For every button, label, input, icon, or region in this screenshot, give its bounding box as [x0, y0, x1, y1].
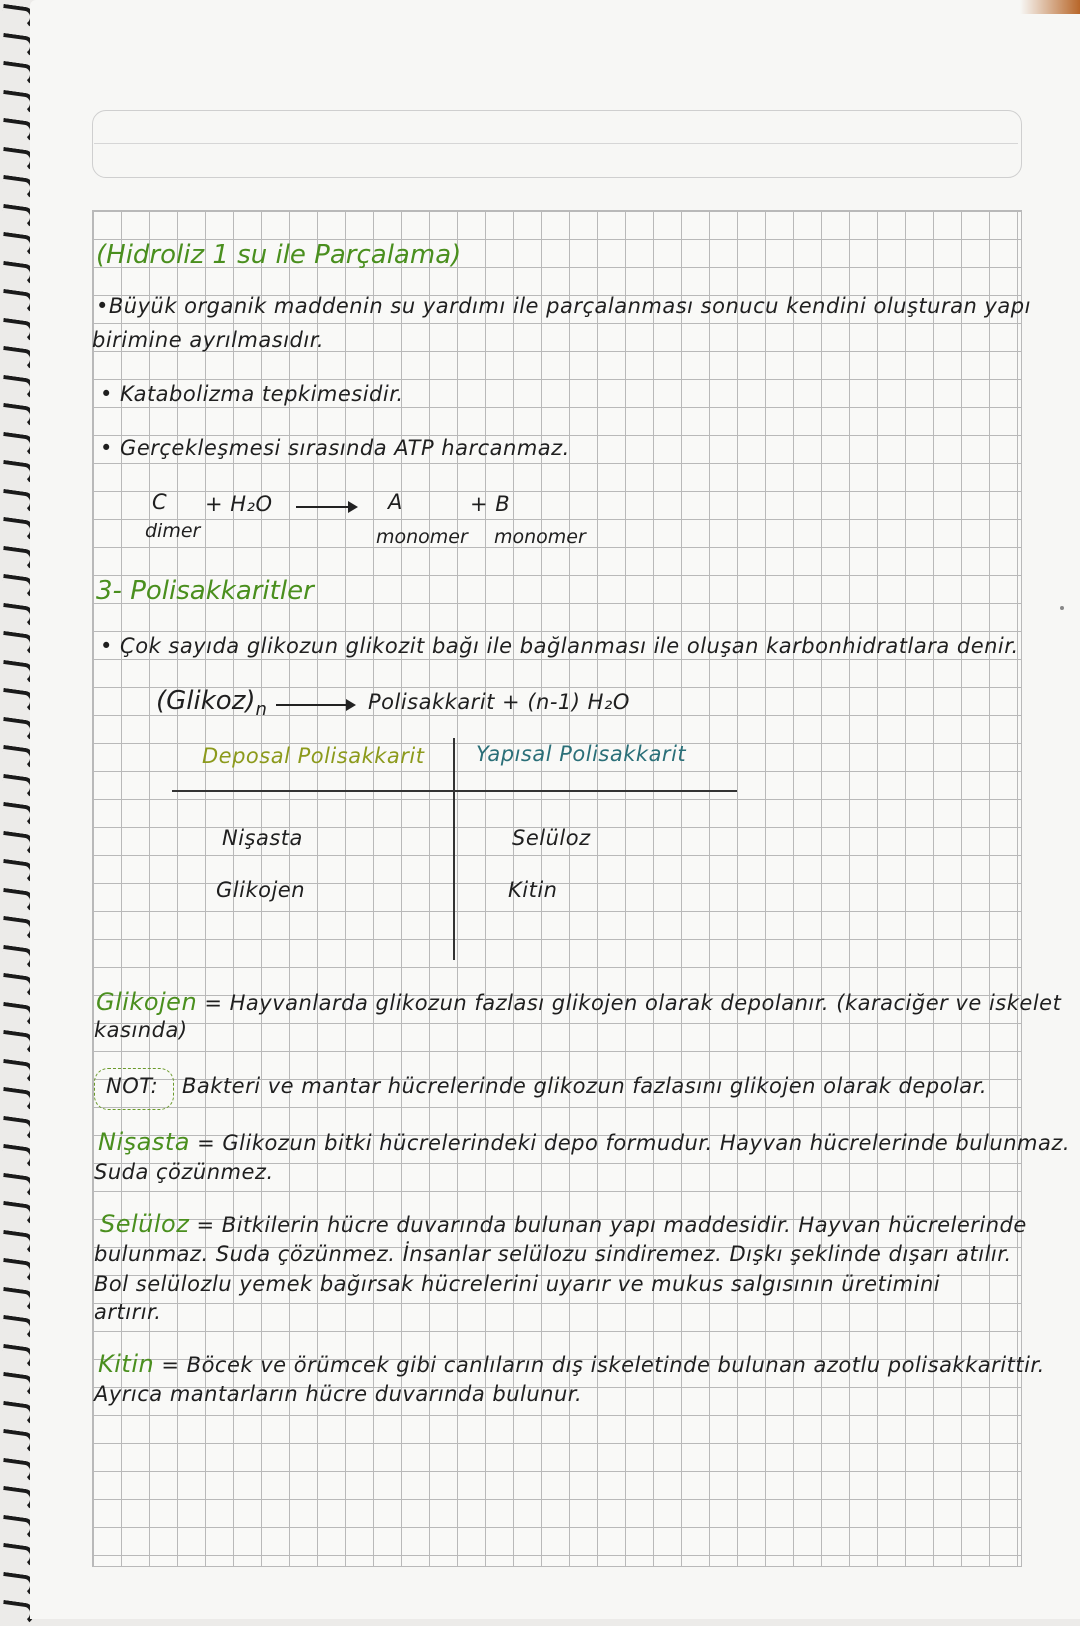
- hydrolysis-title: (Hidroliz 1 su ile Parçalama): [96, 240, 462, 270]
- label-monomer-a: monomer: [376, 526, 468, 548]
- table-item-nisasta: Nişasta: [222, 826, 303, 850]
- note-glikojen-line-1: [96, 988, 1061, 1016]
- nisasta-definition: = Glikozun bitki hücrelerindeki depo formudur. Hayvan hücrelerinde bulunmaz.: [197, 1131, 1071, 1155]
- note-nisasta-line-1: [98, 1128, 1070, 1156]
- hydrolysis-bullet-1-line-1: •Büyük organik maddenin su yardımı ile parçalanması sonucu kendini oluşturan yapı: [96, 294, 1031, 318]
- note-nisasta-line-2: Suda çözünmez.: [94, 1160, 274, 1184]
- equation-glikoz-text: (Glikoz): [156, 686, 256, 716]
- stray-dot: [1060, 606, 1064, 610]
- page-corner-shadow: [1020, 0, 1080, 14]
- kitin-definition: = Böcek ve örümcek gibi canlıların dış iskeletinde bulunan azotlu polisakkarittir.: [161, 1353, 1045, 1377]
- not-label: NOT:: [106, 1074, 159, 1098]
- hydrolysis-bullet-1-line-2: birimine ayrılmasıdır.: [92, 328, 325, 352]
- note-kitin-line-2: Ayrıca mantarların hücre duvarında bulunur.: [94, 1382, 583, 1406]
- hydrolysis-bullet-3: • Gerçekleşmesi sırasında ATP harcanmaz.: [100, 436, 570, 460]
- table-vertical-line: [453, 738, 455, 960]
- glikojen-definition: = Hayvanlarda glikozun fazlası glikojen olarak depolanır. (karaciğer ve iskelet: [204, 991, 1062, 1015]
- equation-polysaccharide-product: Polisakkarit + (n-1) H₂O: [368, 690, 630, 714]
- term-seluloz: Selüloz: [100, 1210, 190, 1238]
- term-kitin: Kitin: [98, 1350, 155, 1378]
- table-item-seluloz: Selüloz: [512, 826, 591, 850]
- page-header-box: [92, 110, 1022, 178]
- reaction-arrow-icon: [296, 506, 356, 508]
- equation-plus-b: + B: [470, 492, 511, 516]
- note-seluloz-line-1: [100, 1210, 1027, 1238]
- equation-plus-water: + H₂O: [205, 492, 273, 516]
- hydrolysis-bullet-2: • Katabolizma tepkimesidir.: [100, 382, 404, 406]
- label-dimer: dimer: [145, 520, 201, 542]
- term-glikojen: Glikojen: [96, 988, 198, 1016]
- seluloz-definition: = Bitkilerin hücre duvarında bulunan yapı maddesidir. Hayvan hücrelerinde: [196, 1213, 1027, 1237]
- table-header-yapisal: Yapısal Polisakkarit: [476, 742, 687, 766]
- equation-dimer-c: C: [152, 490, 168, 514]
- note-glikojen-line-2: kasında): [94, 1018, 188, 1042]
- not-text: Bakteri ve mantar hücrelerinde glikozun fazlasını glikojen olarak depolar.: [182, 1074, 988, 1098]
- note-seluloz-line-4: artırır.: [94, 1300, 162, 1324]
- equation-glikoz-subscript: n: [255, 699, 267, 721]
- table-item-kitin: Kitin: [508, 878, 558, 902]
- polysaccharide-arrow-icon: [276, 704, 354, 706]
- table-header-deposal: Deposal Polisakkarit: [202, 744, 425, 768]
- equation-glikoz: [156, 686, 267, 720]
- equation-monomer-a: A: [388, 490, 403, 514]
- note-seluloz-line-3: Bol selülozlu yemek bağırsak hücrelerini uyarır ve mukus salgısının üretimini: [94, 1272, 941, 1296]
- label-monomer-b: monomer: [494, 526, 586, 548]
- term-nisasta: Nişasta: [98, 1128, 190, 1156]
- note-seluloz-line-2: bulunmaz. Suda çözünmez. İnsanlar selülozu sindiremez. Dışkı şeklinde dışarı atılır.: [94, 1242, 1012, 1266]
- header-divider-line: [94, 143, 1018, 144]
- polysaccharides-bullet: • Çok sayıda glikozun glikozit bağı ile bağlanması ile oluşan karbonhidratlara denir.: [100, 634, 1019, 658]
- table-item-glikojen: Glikojen: [216, 878, 306, 902]
- note-kitin-line-1: [98, 1350, 1045, 1378]
- polysaccharides-title: 3- Polisakkaritler: [96, 576, 314, 606]
